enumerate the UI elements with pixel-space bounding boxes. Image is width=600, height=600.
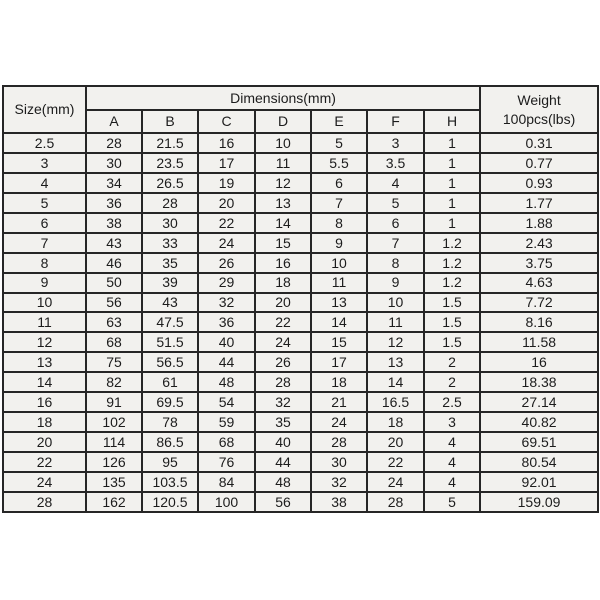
dimension-cell: 1.5 bbox=[424, 332, 480, 352]
dimension-cell: 22 bbox=[255, 312, 311, 332]
size-cell: 20 bbox=[3, 432, 86, 452]
dimension-cell: 1 bbox=[424, 193, 480, 213]
table-header bbox=[3, 86, 598, 133]
dimension-cell: 12 bbox=[367, 332, 424, 352]
weight-cell: 18.38 bbox=[480, 372, 598, 392]
dimension-cell: 103.5 bbox=[142, 472, 198, 492]
dimension-cell: 13 bbox=[367, 352, 424, 372]
dimension-cell: 40 bbox=[255, 432, 311, 452]
dimension-cell: 1 bbox=[424, 213, 480, 233]
dimension-cell: 59 bbox=[198, 412, 255, 432]
table-row bbox=[3, 352, 598, 372]
dimension-cell: 24 bbox=[367, 472, 424, 492]
dimension-cell: 11 bbox=[255, 153, 311, 173]
dimension-cell: 32 bbox=[255, 392, 311, 412]
dimension-cell: 1 bbox=[424, 153, 480, 173]
dimension-cell: 18 bbox=[311, 372, 367, 392]
dimension-cell: 12 bbox=[255, 173, 311, 193]
table-row bbox=[3, 293, 598, 313]
dimension-cell: 48 bbox=[198, 372, 255, 392]
dimension-cell: 28 bbox=[367, 492, 424, 512]
table-row bbox=[3, 392, 598, 412]
dimension-cell: 26 bbox=[198, 253, 255, 273]
dimension-cell: 14 bbox=[311, 312, 367, 332]
dimension-cell: 63 bbox=[86, 312, 142, 332]
dimension-column-header-A: A bbox=[86, 110, 142, 133]
weight-cell: 92.01 bbox=[480, 472, 598, 492]
dimension-cell: 16 bbox=[198, 133, 255, 153]
dimension-cell: 38 bbox=[311, 492, 367, 512]
weight-cell: 3.75 bbox=[480, 253, 598, 273]
dimension-cell: 28 bbox=[86, 133, 142, 153]
size-cell: 24 bbox=[3, 472, 86, 492]
dimension-cell: 2 bbox=[424, 372, 480, 392]
size-cell: 9 bbox=[3, 273, 86, 293]
dimension-cell: 1.5 bbox=[424, 293, 480, 313]
dimension-cell: 20 bbox=[198, 193, 255, 213]
weight-cell: 16 bbox=[480, 352, 598, 372]
dimension-cell: 5 bbox=[367, 193, 424, 213]
dimension-cell: 69.5 bbox=[142, 392, 198, 412]
table-row bbox=[3, 133, 598, 153]
table-row bbox=[3, 452, 598, 472]
weight-cell: 11.58 bbox=[480, 332, 598, 352]
dimension-cell: 75 bbox=[86, 352, 142, 372]
dimension-cell: 7 bbox=[311, 193, 367, 213]
dimension-cell: 8 bbox=[311, 213, 367, 233]
dimension-cell: 135 bbox=[86, 472, 142, 492]
weight-cell: 80.54 bbox=[480, 452, 598, 472]
dimension-cell: 43 bbox=[142, 293, 198, 313]
dimension-cell: 28 bbox=[142, 193, 198, 213]
dimension-cell: 9 bbox=[311, 233, 367, 253]
dimension-cell: 91 bbox=[86, 392, 142, 412]
dimension-cell: 13 bbox=[255, 193, 311, 213]
dimension-cell: 44 bbox=[198, 352, 255, 372]
dimension-cell: 32 bbox=[198, 293, 255, 313]
dimension-cell: 68 bbox=[86, 332, 142, 352]
weight-cell: 1.88 bbox=[480, 213, 598, 233]
size-cell: 7 bbox=[3, 233, 86, 253]
size-cell: 11 bbox=[3, 312, 86, 332]
dimension-cell: 13 bbox=[311, 293, 367, 313]
dimension-cell: 48 bbox=[255, 472, 311, 492]
dimension-cell: 1.5 bbox=[424, 312, 480, 332]
size-cell: 3 bbox=[3, 153, 86, 173]
table-row bbox=[3, 233, 598, 253]
table-row bbox=[3, 193, 598, 213]
table-row bbox=[3, 173, 598, 193]
dimension-cell: 18 bbox=[255, 273, 311, 293]
dimension-cell: 22 bbox=[198, 213, 255, 233]
dimension-cell: 46 bbox=[86, 253, 142, 273]
dimension-cell: 10 bbox=[311, 253, 367, 273]
weight-cell: 4.63 bbox=[480, 273, 598, 293]
dimension-cell: 26.5 bbox=[142, 173, 198, 193]
size-cell: 4 bbox=[3, 173, 86, 193]
dimension-cell: 114 bbox=[86, 432, 142, 452]
dimension-cell: 24 bbox=[198, 233, 255, 253]
dimension-cell: 29 bbox=[198, 273, 255, 293]
dimension-cell: 56.5 bbox=[142, 352, 198, 372]
dimension-cell: 5 bbox=[424, 492, 480, 512]
dimension-column-header-H: H bbox=[424, 110, 480, 133]
table-row bbox=[3, 312, 598, 332]
dimension-cell: 28 bbox=[311, 432, 367, 452]
dimension-cell: 17 bbox=[311, 352, 367, 372]
dimension-cell: 15 bbox=[255, 233, 311, 253]
size-cell: 12 bbox=[3, 332, 86, 352]
weight-cell: 69.51 bbox=[480, 432, 598, 452]
dimension-cell: 8 bbox=[367, 253, 424, 273]
table-row bbox=[3, 372, 598, 392]
dimension-cell: 2 bbox=[424, 352, 480, 372]
dimension-column-header-B: B bbox=[142, 110, 198, 133]
weight-header-line2: 100pcs(lbs) bbox=[502, 110, 576, 127]
dimension-cell: 86.5 bbox=[142, 432, 198, 452]
dimension-cell: 24 bbox=[255, 332, 311, 352]
dimension-cell: 61 bbox=[142, 372, 198, 392]
size-cell: 22 bbox=[3, 452, 86, 472]
dimension-cell: 14 bbox=[367, 372, 424, 392]
dimension-cell: 36 bbox=[86, 193, 142, 213]
table-row bbox=[3, 412, 598, 432]
dimension-cell: 10 bbox=[367, 293, 424, 313]
dimension-cell: 11 bbox=[367, 312, 424, 332]
dimension-cell: 30 bbox=[311, 452, 367, 472]
dimension-cell: 11 bbox=[311, 273, 367, 293]
dimension-cell: 15 bbox=[311, 332, 367, 352]
dimension-cell: 56 bbox=[255, 492, 311, 512]
dimension-cell: 44 bbox=[255, 452, 311, 472]
table-row bbox=[3, 332, 598, 352]
dimension-cell: 22 bbox=[367, 452, 424, 472]
dimension-column-header-F: F bbox=[367, 110, 424, 133]
dimension-cell: 95 bbox=[142, 452, 198, 472]
dimension-cell: 126 bbox=[86, 452, 142, 472]
dimension-cell: 20 bbox=[255, 293, 311, 313]
size-cell: 8 bbox=[3, 253, 86, 273]
dimension-cell: 120.5 bbox=[142, 492, 198, 512]
dimension-cell: 4 bbox=[367, 173, 424, 193]
dimension-cell: 35 bbox=[142, 253, 198, 273]
weight-cell: 27.14 bbox=[480, 392, 598, 412]
dimension-cell: 9 bbox=[367, 273, 424, 293]
dimension-cell: 47.5 bbox=[142, 312, 198, 332]
size-cell: 14 bbox=[3, 372, 86, 392]
dimension-cell: 21 bbox=[311, 392, 367, 412]
dimension-cell: 10 bbox=[255, 133, 311, 153]
weight-cell: 0.31 bbox=[480, 133, 598, 153]
weight-cell: 159.09 bbox=[480, 492, 598, 512]
dimension-cell: 16 bbox=[255, 253, 311, 273]
dimension-cell: 30 bbox=[142, 213, 198, 233]
weight-cell: 7.72 bbox=[480, 293, 598, 313]
dimension-cell: 28 bbox=[255, 372, 311, 392]
dimension-cell: 5.5 bbox=[311, 153, 367, 173]
dimensions-group-header: Dimensions(mm) bbox=[86, 86, 480, 110]
dimension-cell: 4 bbox=[424, 452, 480, 472]
dimension-cell: 34 bbox=[86, 173, 142, 193]
dimension-column-header-C: C bbox=[198, 110, 255, 133]
size-cell: 16 bbox=[3, 392, 86, 412]
dimension-cell: 7 bbox=[367, 233, 424, 253]
size-cell: 2.5 bbox=[3, 133, 86, 153]
dimension-cell: 36 bbox=[198, 312, 255, 332]
dimension-column-header-E: E bbox=[311, 110, 367, 133]
dimension-cell: 84 bbox=[198, 472, 255, 492]
table-row bbox=[3, 472, 598, 492]
table-row bbox=[3, 273, 598, 293]
size-cell: 18 bbox=[3, 412, 86, 432]
dimension-cell: 21.5 bbox=[142, 133, 198, 153]
dimension-cell: 1.2 bbox=[424, 273, 480, 293]
header-row-top bbox=[3, 86, 598, 110]
weight-cell: 1.77 bbox=[480, 193, 598, 213]
weight-cell: 2.43 bbox=[480, 233, 598, 253]
table-row bbox=[3, 253, 598, 273]
dimension-cell: 14 bbox=[255, 213, 311, 233]
dimension-cell: 54 bbox=[198, 392, 255, 412]
dimension-cell: 24 bbox=[311, 412, 367, 432]
table-body bbox=[3, 133, 598, 512]
dimension-column-header-D: D bbox=[255, 110, 311, 133]
weight-cell: 40.82 bbox=[480, 412, 598, 432]
dimension-cell: 32 bbox=[311, 472, 367, 492]
dimension-cell: 18 bbox=[367, 412, 424, 432]
size-cell: 28 bbox=[3, 492, 86, 512]
dimension-cell: 26 bbox=[255, 352, 311, 372]
dimension-cell: 102 bbox=[86, 412, 142, 432]
dimension-cell: 2.5 bbox=[424, 392, 480, 412]
weight-cell: 8.16 bbox=[480, 312, 598, 332]
dimension-cell: 50 bbox=[86, 273, 142, 293]
size-cell: 13 bbox=[3, 352, 86, 372]
dimension-cell: 16.5 bbox=[367, 392, 424, 412]
table-row bbox=[3, 492, 598, 512]
dimension-cell: 38 bbox=[86, 213, 142, 233]
weight-cell: 0.93 bbox=[480, 173, 598, 193]
size-cell: 6 bbox=[3, 213, 86, 233]
dimension-cell: 4 bbox=[424, 432, 480, 452]
size-cell: 5 bbox=[3, 193, 86, 213]
dimension-cell: 23.5 bbox=[142, 153, 198, 173]
dimensions-weight-table bbox=[2, 85, 599, 513]
dimension-cell: 1 bbox=[424, 133, 480, 153]
dimension-cell: 33 bbox=[142, 233, 198, 253]
dimension-cell: 82 bbox=[86, 372, 142, 392]
weight-cell: 0.77 bbox=[480, 153, 598, 173]
dimension-cell: 35 bbox=[255, 412, 311, 432]
table-row bbox=[3, 432, 598, 452]
dimension-cell: 3.5 bbox=[367, 153, 424, 173]
size-cell: 10 bbox=[3, 293, 86, 313]
dimension-cell: 56 bbox=[86, 293, 142, 313]
table-row bbox=[3, 213, 598, 233]
dimension-cell: 17 bbox=[198, 153, 255, 173]
dimension-cell: 1.2 bbox=[424, 233, 480, 253]
dimension-cell: 1 bbox=[424, 173, 480, 193]
dimension-cell: 4 bbox=[424, 472, 480, 492]
dimension-cell: 78 bbox=[142, 412, 198, 432]
dimension-cell: 6 bbox=[311, 173, 367, 193]
dimension-cell: 100 bbox=[198, 492, 255, 512]
dimension-cell: 40 bbox=[198, 332, 255, 352]
dimension-cell: 19 bbox=[198, 173, 255, 193]
dimension-cell: 162 bbox=[86, 492, 142, 512]
dimension-cell: 76 bbox=[198, 452, 255, 472]
dimension-cell: 39 bbox=[142, 273, 198, 293]
dimension-cell: 5 bbox=[311, 133, 367, 153]
dimension-cell: 6 bbox=[367, 213, 424, 233]
table-row bbox=[3, 153, 598, 173]
dimension-cell: 1.2 bbox=[424, 253, 480, 273]
dimension-cell: 30 bbox=[86, 153, 142, 173]
dimension-cell: 3 bbox=[367, 133, 424, 153]
weight-header-line1: Weight bbox=[517, 92, 561, 109]
dimension-cell: 20 bbox=[367, 432, 424, 452]
dimension-cell: 43 bbox=[86, 233, 142, 253]
dimension-cell: 68 bbox=[198, 432, 255, 452]
dimension-cell: 51.5 bbox=[142, 332, 198, 352]
size-column-header: Size(mm) bbox=[3, 86, 86, 133]
dimension-cell: 3 bbox=[424, 412, 480, 432]
weight-column-header bbox=[480, 86, 598, 133]
